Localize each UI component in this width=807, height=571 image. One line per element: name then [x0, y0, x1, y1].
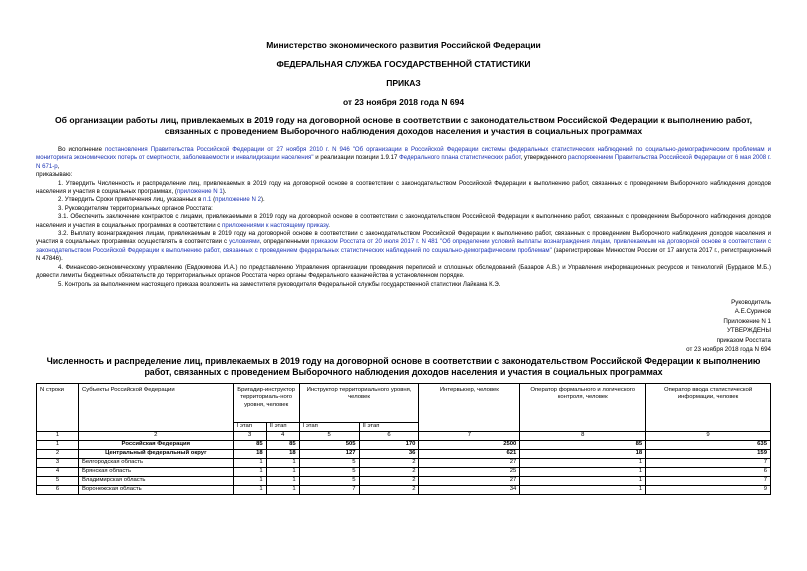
table-body	[37, 440, 771, 494]
item-3: 3. Руководителям территориальных органов Росстата:	[58, 204, 213, 212]
row-instructor-stage2: 170	[359, 440, 419, 449]
link-government-decree-946[interactable]: постановления Правительства Российской Федерации от 27 ноября 2010 г. N 946 "Об организации в Российской Федерации системы федеральных статистических наблюдений по социально-демографическим проблемам и мониторинга экономических потерь от смертности, заболеваемости и инвалидизации населения"	[36, 146, 771, 162]
row-operator-control: 85	[520, 440, 646, 449]
row-instructor-stage1: 127	[299, 449, 359, 458]
row-instructor-stage2: 2	[359, 476, 419, 485]
item-text: 2. Утвердить Сроки привлечения лиц, указанных в	[58, 196, 204, 204]
item-5: 5. Контроль за выполнением настоящего приказа возложить на заместителя руководителя Федеральной службы государственной статистики Лайкама К.Э.	[58, 280, 501, 288]
link-government-order-671[interactable]: распоряжением Правительства Российской Федерации от 6 мая 2008 г. N 671-р	[36, 154, 771, 170]
row-interviewer: 34	[419, 485, 520, 494]
col-number: 1	[37, 431, 79, 440]
row-instructor-stage1: 7	[299, 485, 359, 494]
col-number: 3	[233, 431, 266, 440]
col-header-brigadier-stage2: II этап	[266, 422, 299, 431]
row-instructor-stage1: 505	[299, 440, 359, 449]
row-brigadier-stage1: 1	[233, 476, 266, 485]
col-header-operator-input: Оператор ввода статистической информации, человек	[646, 383, 771, 431]
row-brigadier-stage1: 18	[233, 449, 266, 458]
col-header-instructor: Инструктор территориального уровня, человек	[299, 383, 419, 422]
link-rosstat-order-481[interactable]: приказом Росстата от 20 июля 2017 г. N 481 "Об определении условий выплаты вознаграждения лицам, привлекаемым на договорной основе в соответствии с законодательством Российской Федерации к выполнению работ, связанных с проведением федеральных статистических наблюдений по социально-демографическим проблемам"	[36, 238, 771, 254]
col-header-interviewer: Интервьюер, человек	[419, 383, 520, 431]
row-instructor-stage1: 5	[299, 476, 359, 485]
row-subject: Центральный федеральный округ	[78, 449, 233, 458]
col-number: 8	[520, 431, 646, 440]
document-body	[36, 146, 771, 289]
table-row	[37, 449, 771, 458]
row-brigadier-stage2: 18	[266, 449, 299, 458]
table-col-numbers-row	[37, 431, 771, 440]
item-3-1	[36, 213, 771, 230]
table-row	[37, 476, 771, 485]
row-brigadier-stage2: 1	[266, 467, 299, 476]
item-1	[36, 180, 771, 197]
item-text: 3.2. Выплату вознаграждения лицам, привлекаемым в 2019 году на договорной основе в соответствии с законодательством Российской Федерации к выполнению работ, связанных с проведением Выборочного наблюдения доходов населения и участия в социальных программах осуществлять в соответствии с	[36, 230, 771, 246]
doc-type: ПРИКАЗ	[386, 78, 421, 88]
row-brigadier-stage2: 1	[266, 458, 299, 467]
row-subject: Белгородская область	[78, 458, 233, 467]
row-brigadier-stage2: 1	[266, 485, 299, 494]
link-appendix-2[interactable]: приложение N 2	[215, 196, 261, 204]
preamble-text: , утвержденного	[520, 154, 569, 162]
row-interviewer: 27	[419, 476, 520, 485]
col-number: 6	[359, 431, 419, 440]
row-instructor-stage2: 2	[359, 485, 419, 494]
col-number: 5	[299, 431, 359, 440]
row-subject: Владимирская область	[78, 476, 233, 485]
appendix-title: Численность и распределение лиц, привлекаемых в 2019 году на договорной основе в соответствии с законодательством Российской Федерации к выполнению работ, связанных с проведением Выборочного наблюдения доходов населения и участия в социальных программах	[46, 355, 761, 377]
row-instructor-stage2: 2	[359, 467, 419, 476]
item-text: (	[211, 196, 216, 204]
item-text: (зарегистрирован Минюстом России от 17 августа 2017 г., регистрационный N 47846).	[36, 246, 771, 263]
row-operator-input: 7	[646, 476, 771, 485]
row-operator-input: 9	[646, 485, 771, 494]
preamble-paragraph	[36, 146, 771, 171]
link-federal-plan[interactable]: Федерального плана статистических работ	[399, 154, 521, 162]
preamble-text: Во исполнение	[58, 146, 105, 153]
row-operator-control: 1	[520, 476, 646, 485]
row-brigadier-stage2: 85	[266, 440, 299, 449]
item-text: ).	[222, 188, 227, 196]
row-num: 3	[37, 458, 79, 467]
row-operator-control: 1	[520, 458, 646, 467]
row-interviewer: 621	[419, 449, 520, 458]
row-brigadier-stage1: 1	[233, 485, 266, 494]
link-conditions[interactable]: условиями	[229, 238, 260, 246]
row-interviewer: 25	[419, 467, 520, 476]
table-row	[37, 485, 771, 494]
row-brigadier-stage1: 1	[233, 458, 266, 467]
row-num: 5	[37, 476, 79, 485]
row-operator-input: 159	[646, 449, 771, 458]
appendix-label: Приложение N 1	[723, 317, 771, 325]
row-brigadier-stage2: 1	[266, 476, 299, 485]
col-number: 7	[419, 431, 520, 440]
row-brigadier-stage1: 1	[233, 467, 266, 476]
row-operator-input: 7	[646, 458, 771, 467]
col-header-brigadier: Бригадир-инструктор территориаль-ного уровня, человек	[233, 383, 299, 422]
col-header-brigadier-stage1: I этап	[233, 422, 266, 431]
order-word: приказываю:	[36, 171, 73, 179]
ministry-name: Министерство экономического развития Российской Федерации	[266, 40, 541, 50]
appendix-by: приказом Росстата	[716, 336, 771, 344]
signer-role: Руководитель	[731, 298, 771, 306]
row-interviewer: 2500	[419, 440, 520, 449]
item-text: 1. Утвердить Численность и распределение лиц, привлекаемых в 2019 году на договорной основе в соответствии с законодательством Российской Федерации к выполнению работ, связанных с проведением Выборочного наблюдения доходов населения и участия в социальных программах, (	[36, 179, 771, 196]
row-subject: Брянская область	[78, 467, 233, 476]
item-3-2	[36, 230, 771, 264]
row-instructor-stage1: 5	[299, 467, 359, 476]
row-subject: Российская Федерация	[78, 440, 233, 449]
signer-name: А.Е.Суринов	[734, 308, 771, 316]
row-operator-input: 635	[646, 440, 771, 449]
item-text: 3.1. Обеспечить заключение контрактов с лицами, привлекаемыми в 2019 году на договорной основе в соответствии с законодательством Российской Федерации к выполнению работ, связанных с проведением Выборочного наблюдения доходов населения и участия в социальных программах в соответствии с	[36, 213, 771, 229]
col-number: 4	[266, 431, 299, 440]
item-text: ).	[261, 196, 265, 204]
row-instructor-stage2: 2	[359, 458, 419, 467]
col-header-subject: Субъекты Российской Федерации	[78, 383, 233, 431]
distribution-table	[36, 383, 771, 495]
table-row	[37, 467, 771, 476]
row-instructor-stage1: 5	[299, 458, 359, 467]
col-number: 2	[78, 431, 233, 440]
doc-date-number: от 23 ноября 2018 года N 694	[342, 97, 465, 107]
col-header-num: N строки	[37, 383, 79, 431]
item-4: 4. Финансово-экономическому управлению (Евдокимова И.А.) по представлению Управления организации проведения переписей и сплошных обследований (Базаров А.В.) и Управления информационных ресурсов и технологий (Бурдаков М.Б.) довести лимиты бюджетных обязательств до территориальных органов Росстата через органы Федерального казначейства в установленном порядке.	[36, 263, 771, 280]
table-row	[37, 440, 771, 449]
row-operator-input: 6	[646, 467, 771, 476]
col-header-instructor-stage1: I этап	[299, 422, 359, 431]
doc-title: Об организации работы лиц, привлекаемых в 2019 году на договорной основе в соответствии с законодательством Российской Федерации к выполнению работ, связанных с проведением Выборочного наблюдения доходов населения и участия в социальных программах	[54, 115, 753, 136]
row-num: 6	[37, 485, 79, 494]
link-appendices[interactable]: приложениями к настоящему приказу	[222, 221, 329, 229]
row-operator-control: 1	[520, 485, 646, 494]
row-operator-control: 1	[520, 467, 646, 476]
appendix-approved: УТВЕРЖДЕНЫ	[727, 327, 771, 335]
preamble-text: и реализации позиции 1.9.17	[313, 154, 400, 162]
preamble-text: ,	[57, 162, 60, 170]
row-num: 2	[37, 449, 79, 458]
link-appendix-1[interactable]: приложение N 1	[176, 188, 223, 196]
row-instructor-stage2: 36	[359, 449, 419, 458]
item-2	[36, 196, 771, 204]
row-num: 1	[37, 440, 79, 449]
row-subject: Воронежская область	[78, 485, 233, 494]
item-text: .	[328, 221, 330, 229]
col-header-instructor-stage2: II этап	[359, 422, 419, 431]
table-row	[37, 458, 771, 467]
row-interviewer: 27	[419, 458, 520, 467]
col-number: 9	[646, 431, 771, 440]
item-text: , определенными	[259, 238, 312, 246]
row-brigadier-stage1: 85	[233, 440, 266, 449]
link-point-1[interactable]: п.1	[203, 196, 212, 204]
appendix-date: от 23 ноября 2018 года N 694	[686, 346, 771, 354]
table-header-row	[37, 383, 771, 422]
col-header-operator-control: Оператор формального и логического контроля, человек	[520, 383, 646, 431]
row-num: 4	[37, 467, 79, 476]
service-name: ФЕДЕРАЛЬНАЯ СЛУЖБА ГОСУДАРСТВЕННОЙ СТАТИСТИКИ	[276, 59, 531, 69]
row-operator-control: 18	[520, 449, 646, 458]
signature-block	[36, 298, 771, 355]
